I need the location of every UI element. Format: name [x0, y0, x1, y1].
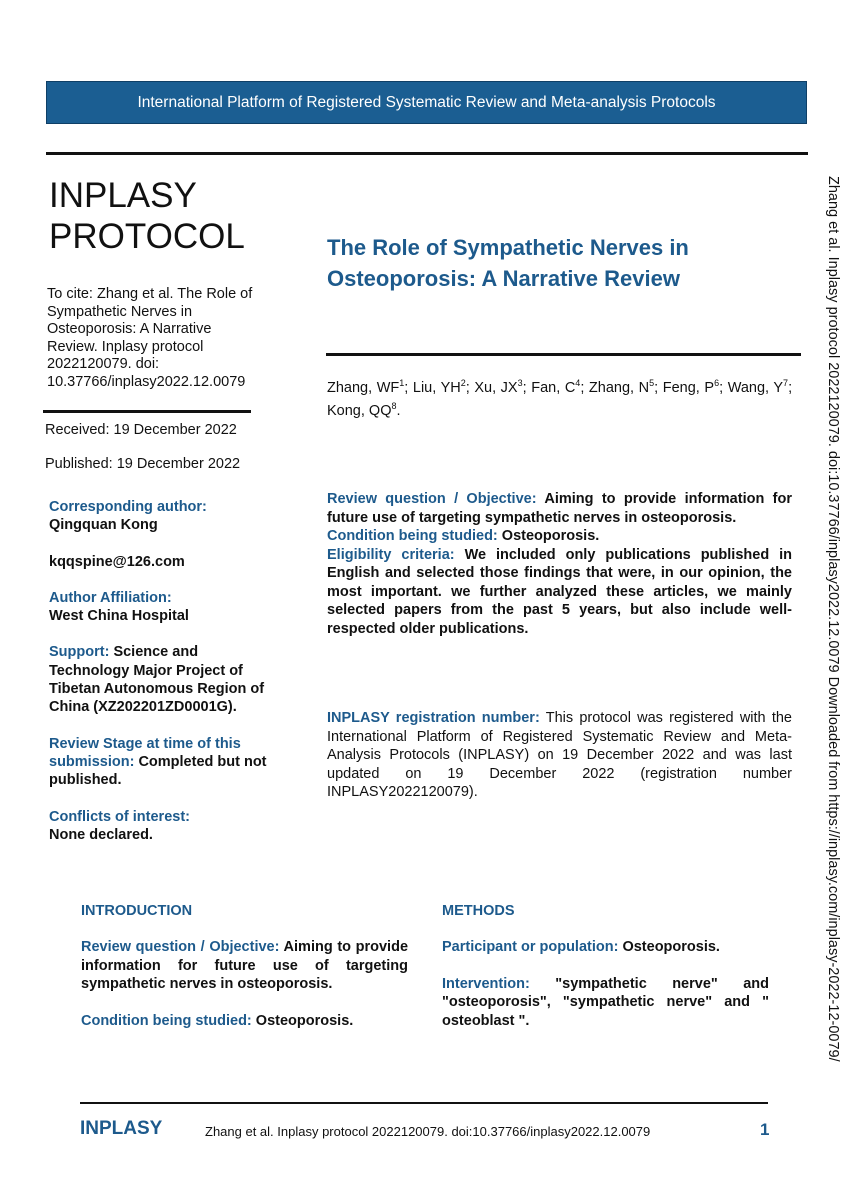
footer-citation: Zhang et al. Inplasy protocol 2022120079. doi:10.37766/inplasy2022.12.0079: [205, 1124, 651, 1139]
header-banner: [46, 81, 807, 124]
author: Feng, $P^6$;: [662, 378, 724, 396]
introduction-body: [81, 938, 408, 1030]
footer-brand: INPLASY: [80, 1118, 163, 1139]
abstract: [327, 490, 792, 638]
email: kqqspine@126.com: [49, 553, 185, 570]
stage-text: Completed but not published.: [49, 753, 267, 789]
paper-title: The Role of Sympathetic Nerves in Osteoporosis: A Narrative Review: [327, 235, 689, 291]
vertical-download-note: Zhang et al. Inplasy protocol 2022120079. doi:10.37766/inplasy2022.12.0079 Downloaded from https://inplasy.com/inplasy-2022-12-0079/: [825, 176, 841, 1062]
support-block: [49, 643, 279, 716]
published-date: Published: 19 December 2022: [45, 456, 241, 472]
affiliation: West China Hospital: [49, 608, 189, 625]
author-list: [327, 374, 792, 420]
cite-text: To cite: Zhang et al. The Role of Sympathetic Nerves in Osteoporosis: A Narrative Review. Inplasy protocol 2022120079. doi: 10.37766/inplasy2022.12.0079: [47, 286, 253, 390]
conflicts-text: None declared.: [49, 826, 153, 843]
title-rule: [326, 353, 801, 356]
top-rule: [46, 152, 808, 155]
protocol-label-line2: PROTOCOL: [49, 217, 245, 256]
sidebar-meta: [49, 498, 279, 844]
stage-label: Review Stage at time of this submission:: [49, 735, 241, 770]
banner-text: International Platform of Registered Systematic Review and Meta-analysis Protocols: [137, 93, 716, 111]
support-text: Science and Technology Major Project of Tibetan Autonomous Region of China (XZ202201ZD0001G).: [49, 644, 265, 716]
protocol-label: [49, 175, 245, 257]
registration-block: [327, 709, 792, 802]
methods-heading: METHODS: [442, 903, 515, 919]
author: Zhang, $WF^1$;: [327, 378, 409, 396]
stage-block: [49, 735, 279, 790]
corresponding-label: Corresponding author:: [49, 499, 207, 515]
protocol-label-line1: INPLASY: [49, 176, 197, 215]
methods-intervention: Intervention: "sympathetic nerve" and "osteoporosis", "sympathetic nerve" and " osteoblast ".: [442, 975, 769, 1029]
author: Kong, $QQ^8$.: [327, 400, 401, 419]
author: Zhang, $N^5$;: [588, 378, 659, 396]
affiliation-label: Author Affiliation:: [49, 589, 172, 606]
received-date: Received: 19 December 2022: [45, 422, 237, 438]
registration-text: This protocol was registered with the International Platform of Registered Systematic Review and Meta-Analysis Protocols (INPLASY) on 19 December 2022 and was last updated on 19 December 2022 (registration number INPLASY2022120079).: [327, 710, 792, 800]
introduction-heading: INTRODUCTION: [81, 903, 193, 919]
corresponding-name: Qingquan Kong: [49, 517, 158, 534]
methods-body: [442, 938, 769, 1030]
intro-condition: Condition being studied: Osteoporosis.: [81, 1012, 354, 1029]
author: Wang, $Y^7$;: [727, 378, 793, 396]
support-label: Support:: [49, 644, 110, 661]
registration-label: INPLASY registration number:: [327, 710, 540, 726]
methods-population: Participant or population: Osteoporosis.: [442, 939, 720, 955]
author: Fan, $C^4$;: [531, 378, 585, 396]
footer-rule: [80, 1102, 768, 1104]
left-divider: [43, 410, 251, 413]
page-number: 1: [760, 1120, 770, 1139]
abstract-question: Review question / Objective: Aiming to provide information for future use of targeting sympathetic nerves in osteoporosis.: [327, 491, 792, 526]
intro-question: Review question / Objective: Aiming to provide information for future use of targeting sympathetic nerves in osteoporosis.: [81, 939, 409, 992]
author: Xu, $JX^3$;: [474, 378, 527, 396]
abstract-eligibility: Eligibility criteria: We included only publications published in English and selected those findings that were, in our opinion, the most important. we further analyzed these articles, we mainly selected papers from the past 5 years, but also include well-respected older publications.: [327, 546, 793, 637]
abstract-condition: Condition being studied: Osteoporosis.: [327, 528, 600, 544]
conflicts-label: Conflicts of interest:: [49, 808, 190, 825]
author: Liu, $YH^2$;: [412, 378, 470, 396]
